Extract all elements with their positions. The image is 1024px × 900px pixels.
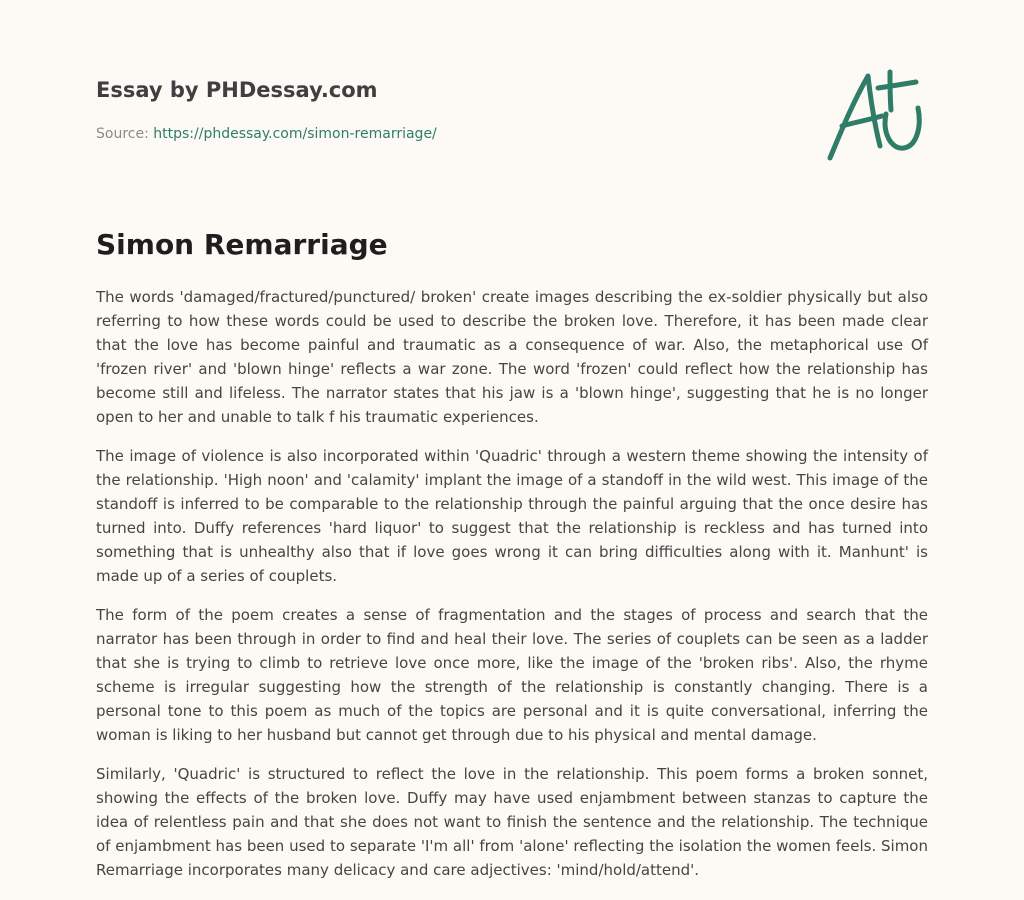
source-link[interactable]: https://phdessay.com/simon-remarriage/: [153, 126, 437, 142]
source-label: Source:: [96, 126, 154, 142]
page-header: [96, 76, 796, 144]
essay-paragraph: The form of the poem creates a sense of fragmentation and the stages of process and search that the narrator has been through in order to find and heal their love. The series of couplets can be seen as a ladder that she is trying to climb to retrieve love once more, like the image of the 'broken ribs'. Also, the rhyme scheme is irregular suggesting how the strength of the relationship is constantly changing. There is a personal tone to this poem as much of the topics are personal and it is quite conversational, inferring the woman is liking to her husband but cannot get through due to his physical and mental damage.: [96, 606, 928, 744]
essay-title: Simon Remarriage: [96, 228, 388, 261]
a-plus-grade-icon: [820, 64, 930, 166]
essay-paragraph: Similarly, 'Quadric' is structured to reflect the love in the relationship. This poem forms a broken sonnet, showing the effects of the broken love. Duffy may have used enjambment between stanzas to capture the idea of relentless pain and that she does not want to finish the sentence and the relationship. The technique of enjambment has been used to separate 'I'm all' from 'alone' reflecting the isolation the women feels. Simon Remarriage incorporates many delicacy and care adjectives: 'mind/hold/attend'.: [96, 765, 928, 879]
site-brand: Essay by PHDessay.com: [96, 78, 378, 102]
source-line: [96, 124, 796, 144]
essay-paragraph: The image of violence is also incorporated within 'Quadric' through a western theme showing the intensity of the relationship. 'High noon' and 'calamity' implant the image of a standoff in the wild west. This image of the standoff is inferred to be comparable to the relationship through the painful arguing that the once desire has turned into. Duffy references 'hard liquor' to suggest that the relationship is reckless and has turned into something that is unhealthy also that if love goes wrong it can bring difficulties along with it. Manhunt' is made up of a series of couplets.: [96, 447, 928, 585]
essay-paragraph: The words 'damaged/fractured/punctured/ broken' create images describing the ex-soldier physically but also referring to how these words could be used to describe the broken love. Therefore, it has been made clear that the love has become painful and traumatic as a consequence of war. Also, the metaphorical use Of 'frozen river' and 'blown hinge' reflects a war zone. The word 'frozen' could reflect how the relationship has become still and lifeless. The narrator states that his jaw is a 'blown hinge', suggesting that he is no longer open to her and unable to talk f his traumatic experiences.: [96, 288, 928, 426]
essay-body: [96, 285, 928, 897]
